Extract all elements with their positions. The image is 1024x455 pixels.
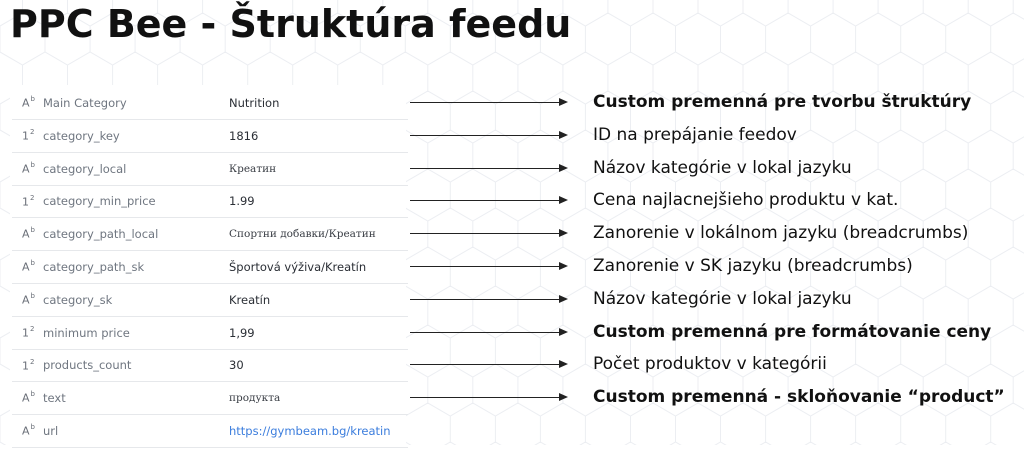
field-description: Cena najlacnejšieho produktu v kat. [593, 190, 899, 211]
field-name: category_path_local [43, 227, 159, 242]
text-type-icon: $A^b$ [22, 259, 35, 274]
field-row [12, 153, 408, 186]
number-type-icon: $1^2$ [22, 127, 35, 143]
field-name: minimum price [43, 325, 130, 340]
arrow-icon [410, 328, 568, 338]
field-name: category_local [43, 161, 127, 176]
field-value: Nutrition [229, 96, 280, 110]
field-name: url [43, 424, 59, 438]
number-type-icon: $1^2$ [22, 357, 35, 373]
field-value-link[interactable]: https://gymbeam.bg/kreatin [229, 424, 391, 438]
arrow-icon [410, 262, 568, 272]
field-name: Main Category [43, 96, 127, 110]
field-value: Спортни добавки/Креатин [229, 228, 376, 241]
text-type-icon: $A^b$ [22, 291, 35, 307]
field-row [12, 349, 408, 382]
field-row [12, 87, 408, 120]
field-description: Custom premenná pre tvorbu štruktúry [593, 92, 972, 112]
field-description: Zanorenie v SK jazyku (breadcrumbs) [593, 256, 913, 276]
field-name: text [43, 391, 66, 406]
field-description: Custom premenná - skloňovanie “product” [593, 387, 1005, 408]
field-name: category_sk [43, 292, 113, 307]
field-value: Креатин [229, 162, 277, 175]
arrow-icon [410, 98, 568, 108]
field-description: Custom premenná pre formátovanie ceny [593, 321, 992, 342]
field-name: category_path_sk [43, 260, 145, 274]
field-value: 1.99 [229, 194, 255, 209]
field-row [12, 382, 408, 415]
field-row [12, 251, 408, 284]
field-row [12, 218, 408, 251]
number-type-icon: $1^2$ [22, 324, 35, 340]
field-row [12, 415, 408, 448]
arrow-icon [410, 295, 568, 305]
arrow-icon [410, 196, 568, 206]
field-description: Názov kategórie v lokal jazyku [593, 157, 852, 178]
field-value: продукта [229, 392, 281, 405]
arrow-icon [410, 164, 568, 174]
field-row [12, 185, 408, 218]
field-description: Počet produktov v kategórii [593, 354, 827, 375]
arrow-icon [410, 229, 568, 239]
text-type-icon: $A^b$ [22, 226, 35, 242]
text-type-icon: $A^b$ [22, 423, 35, 438]
field-name: products_count [43, 358, 132, 373]
text-type-icon: $A^b$ [22, 160, 35, 176]
text-type-icon: $A^b$ [22, 95, 35, 110]
field-description: Názov kategórie v lokal jazyku [593, 288, 852, 309]
field-description: ID na prepájanie feedov [593, 124, 797, 145]
field-name: category_min_price [43, 194, 156, 209]
field-row [12, 284, 408, 317]
field-value: 1,99 [229, 325, 255, 340]
field-value: 30 [229, 358, 244, 373]
arrow-icon [410, 393, 568, 403]
page-title: PPC Bee - Štruktúra feedu [10, 2, 572, 46]
field-name: category_key [43, 128, 120, 143]
field-description: Zanorenie v lokálnom jazyku (breadcrumbs) [593, 223, 969, 244]
number-type-icon: $1^2$ [22, 193, 35, 209]
field-value: Kreatín [229, 292, 271, 307]
field-value: Športová výživa/Kreatín [229, 260, 367, 274]
field-row [12, 317, 408, 350]
arrow-icon [410, 131, 568, 141]
arrow-icon [410, 360, 568, 370]
text-type-icon: $A^b$ [22, 390, 35, 406]
field-row [12, 120, 408, 153]
field-value: 1816 [229, 128, 259, 143]
